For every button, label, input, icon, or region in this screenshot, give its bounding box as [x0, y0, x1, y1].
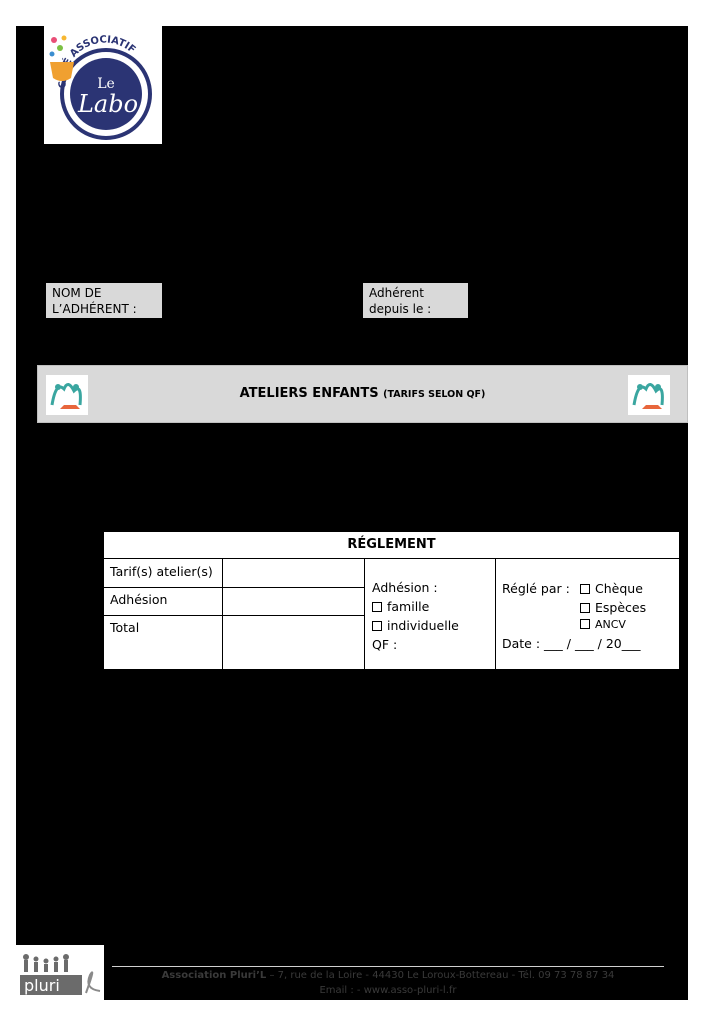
cup-icon	[50, 62, 74, 81]
nom-adherent-label: NOM DE L’ADHÉRENT :	[46, 283, 162, 318]
row-divider	[104, 615, 365, 616]
especes-checkbox[interactable]	[580, 603, 590, 613]
adhesion-famille-option[interactable]	[372, 597, 429, 616]
footer-divider	[112, 966, 664, 967]
logo-name-le: Le	[97, 76, 115, 92]
banner-title: ATELIERS ENFANTS	[239, 386, 379, 401]
individuelle-label: individuelle	[387, 618, 459, 633]
adhesion-label: Adhésion :	[372, 580, 438, 595]
reglement-title: RÉGLEMENT	[104, 532, 679, 559]
individuelle-checkbox[interactable]	[372, 621, 382, 631]
adherent-depuis-label: Adhérent depuis le :	[363, 283, 468, 318]
famille-checkbox[interactable]	[372, 602, 382, 612]
row-label-total: Total	[110, 620, 140, 635]
cafe-logo	[44, 26, 162, 144]
footer-association-name: Association Pluri’L	[161, 970, 267, 981]
pluri-l-kids-icon	[628, 375, 670, 415]
row-divider	[104, 587, 365, 588]
cheque-checkbox[interactable]	[580, 584, 590, 594]
pluri-l-logo-icon	[16, 945, 104, 1000]
logo-name-labo: Labo	[77, 90, 139, 118]
pluri-l-footer-logo	[16, 945, 104, 1000]
ancv-label: ANCV	[595, 618, 626, 631]
reglement-values-column[interactable]	[223, 559, 365, 669]
footer-address-text: – 7, rue de la Loire - 44430 Le Loroux-Bottereau - Tél. 09 73 78 87 34	[266, 970, 615, 981]
ancv-checkbox[interactable]	[580, 619, 590, 629]
footer-address	[112, 970, 664, 981]
logo-arc-text: C ASSOCIATIF	[57, 34, 138, 89]
famille-label: famille	[387, 599, 430, 614]
cheque-label: Chèque	[595, 581, 643, 596]
adhesion-individuelle-option[interactable]	[372, 616, 459, 635]
qf-label: QF :	[372, 637, 398, 652]
cafe-associatif-logo-icon	[44, 26, 162, 144]
banner-logo-right	[628, 375, 670, 415]
footer-contact: Email : - www.asso-pluri-l.fr	[319, 985, 457, 996]
date-field[interactable]: Date : ___ / ___ / 20___	[502, 636, 641, 651]
cheque-option[interactable]	[580, 579, 643, 598]
banner-subtitle: (TARIFS SELON QF)	[383, 389, 486, 400]
reglement-table	[103, 531, 680, 670]
ateliers-banner	[37, 365, 688, 423]
regle-par-label: Réglé par :	[502, 581, 570, 596]
especes-label: Espèces	[595, 600, 647, 615]
row-label-adhesion: Adhésion	[110, 592, 168, 607]
row-label-tarif: Tarif(s) atelier(s)	[110, 564, 213, 579]
footer-logo-text: pluri	[24, 976, 60, 995]
ancv-option[interactable]	[580, 615, 626, 634]
page-background	[16, 26, 688, 1000]
